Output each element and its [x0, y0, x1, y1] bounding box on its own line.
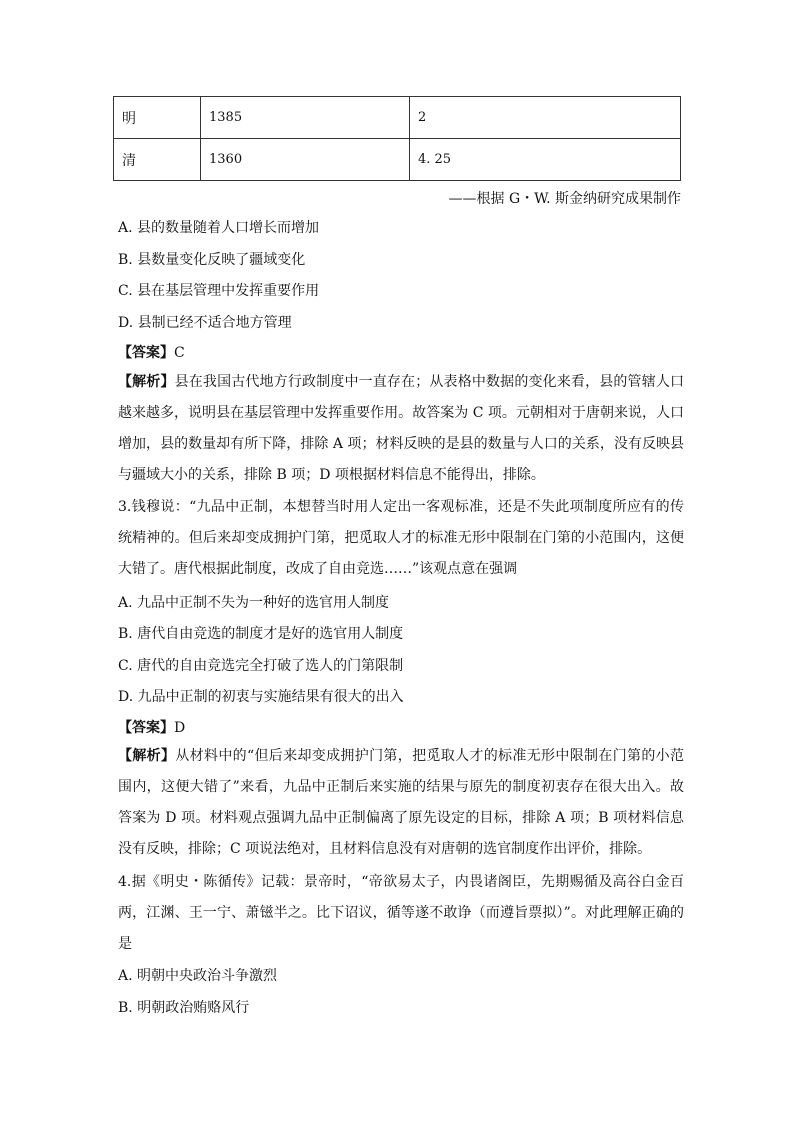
q4-option-b: B. 明朝政治贿赂风行	[118, 1000, 250, 1016]
table-cell: 4. 25	[410, 139, 681, 181]
q2-option-b: B. 县数量变化反映了疆域变化	[118, 252, 306, 268]
answer-label: 【答案】	[118, 720, 174, 736]
q2-analysis	[118, 367, 684, 491]
q3-option-a: A. 九品中正制不失为一种好的选官用人制度	[118, 595, 390, 611]
q3-analysis	[118, 741, 684, 865]
answer-value: C	[174, 345, 185, 361]
table-cell: 明	[114, 97, 201, 139]
data-table	[113, 96, 681, 181]
table-row	[114, 139, 681, 181]
q2-option-a: A. 县的数量随着人口增长而增加	[118, 220, 320, 236]
q3-answer	[118, 718, 684, 738]
table-cell: 1385	[201, 97, 410, 139]
q2-answer	[118, 343, 684, 363]
q3-option-d: D. 九品中正制的初衷与实施结果有很大的出入	[118, 689, 404, 705]
analysis-label: 【解析】	[118, 748, 176, 764]
q3-stem: 3.钱穆说：“九品中正制，本想替当时用人定出一客观标准，还是不失此项制度所应有的传统精神的。但后来却变成拥护门第，把觅取人才的标准无形中限制在门第的小范围内，这便大错了。唐代根据此制度，改成了自由竞选……”该观点意在强调	[118, 499, 684, 577]
answer-value: D	[174, 720, 186, 736]
q3-option-b: B. 唐代自由竞选的制度才是好的选官用人制度	[118, 626, 404, 642]
q4-stem: 4.据《明史・陈循传》记载：景帝时，“帝欲易太子，内畏诸阁臣，先期赐循及高谷白金百两，江渊、王一宁、萧镃半之。比下诏议，循等遂不敢诤（而遵旨票拟）”。对此理解正确的是	[118, 874, 684, 952]
answer-label: 【答案】	[118, 345, 174, 361]
analysis-text: 从材料中的“但后来却变成拥护门第，把觅取人才的标准无形中限制在门第的小范围内，这便大错了”来看，九品中正制后来实施的结果与原先的制度初衷存在很大出入。故答案为 D 项。材料观点强调九品中正制偏离了原先设定的目标，排除 A 项；B 项材料信息没有反映，排除；C 项说法绝对，且材料信息没有对唐朝的选官制度作出评价，排除。	[118, 748, 685, 857]
q2-option-c: C. 县在基层管理中发挥重要作用	[118, 283, 320, 299]
table-row	[114, 97, 681, 139]
q3-option-c: C. 唐代的自由竞选完全打破了选人的门第限制	[118, 658, 404, 674]
q2-option-d: D. 县制已经不适合地方管理	[118, 315, 292, 331]
analysis-label: 【解析】	[118, 374, 175, 390]
table-cell: 1360	[201, 139, 410, 181]
table-cell: 2	[410, 97, 681, 139]
table-source-note: ——根据 G・W. 斯金纳研究成果制作	[448, 191, 681, 207]
analysis-text: 县在我国古代地方行政制度中一直存在；从表格中数据的变化来看，县的管辖人口越来越多，说明县在基层管理中发挥重要作用。故答案为 C 项。元朝相对于唐朝来说，人口增加，县的数量却有所下降，排除 A 项；材料反映的是县的数量与人口的关系，没有反映县与疆域大小的关系，排除 B 项；D 项根据材料信息不能得出，排除。	[118, 374, 685, 483]
q4-option-a: A. 明朝中央政治斗争激烈	[118, 968, 278, 984]
table-cell: 清	[114, 139, 201, 181]
